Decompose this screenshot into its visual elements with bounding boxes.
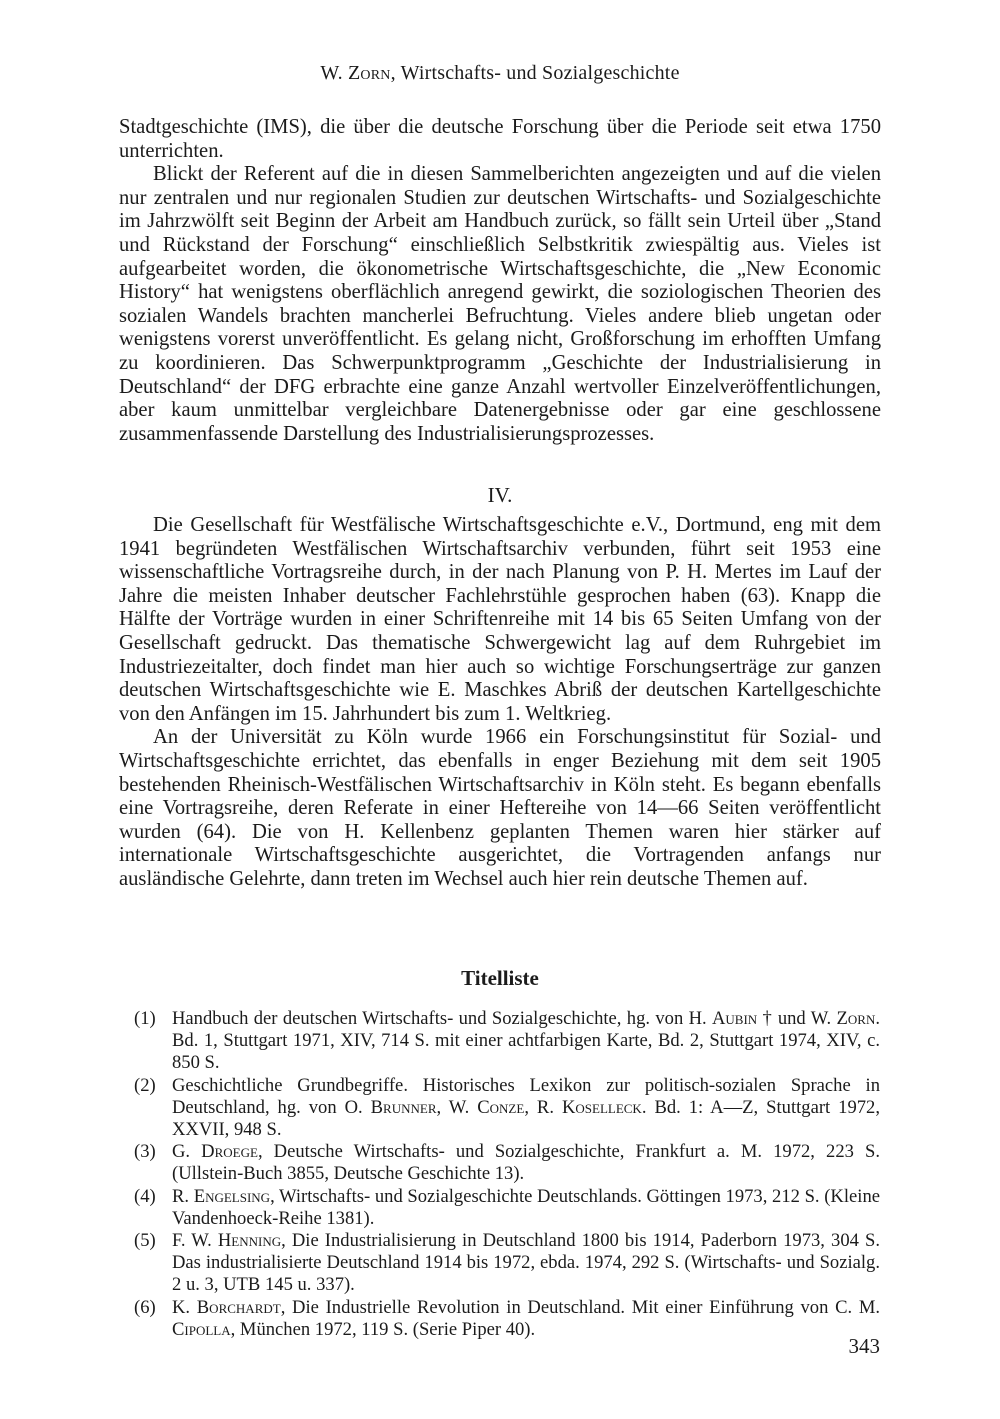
- entry-number: (4): [134, 1185, 156, 1207]
- entry-text: Geschichtliche Grundbegriffe. Historisches Lexikon zur politisch-sozialen Sprache in Deutschland, hg. von O.: [172, 1074, 880, 1118]
- running-head-author: Zorn: [347, 62, 391, 84]
- entry-text: , München 1972, 119 S. (Serie Piper 40).: [230, 1318, 536, 1340]
- entry-name: Borchardt: [196, 1296, 281, 1318]
- entry-name: Koselleck: [561, 1096, 642, 1118]
- entry-name: Cipolla: [172, 1318, 231, 1340]
- page-number: 343: [848, 1334, 880, 1358]
- entry-text: K.: [172, 1296, 197, 1318]
- entry-text: , W.: [436, 1096, 478, 1118]
- entry-name: Zorn: [836, 1008, 876, 1029]
- entry-number: (6): [134, 1296, 156, 1318]
- entry-text: Handbuch der deutschen Wirtschafts- und Sozialgeschichte, hg. von H.: [172, 1008, 712, 1029]
- body-text-block-2: [119, 514, 881, 892]
- entry-text: , Die Industrialisierung in Deutschland 1800 bis 1914, Paderborn 1973, 304 S. Das industrialisierte Deutschland 1914 bis 1972, ebda. 1974, 292 S. (Wirtschafts- und Sozialg. 2 u. 3, UTB 145 u. 337).: [172, 1230, 881, 1296]
- entry-number: (2): [134, 1074, 156, 1096]
- paragraph-continuation: Stadtgeschichte (IMS), die über die deutsche Forschung über die Periode seit etwa 1750 unterrichten.: [119, 116, 881, 162]
- running-head-initial: W.: [320, 62, 348, 84]
- entry-name: Henning: [217, 1230, 282, 1252]
- paragraph: Die Gesellschaft für Westfälische Wirtschaftsgeschichte e.V., Dortmund, eng mit dem 1941 begründeten Westfälischen Wirtschaftsarchiv verbunden, führt seit 1953 eine wissenschaftliche Vortragsreihe durch, in der nach Planung von P. H. Mertes im Lauf der Jahre die meisten Inhaber deutscher Fachlehrstühle gesprochen haben (63). Knapp die Hälfte der Vorträge wurden in einer Schriftenreihe mit 14 bis 65 Seiten Umfang von der Gesellschaft gedruckt. Das thematische Schwergewicht lag auf dem Ruhrgebiet im Industriezeitalter, doch findet man hier auch so wichtige Forschungserträge zur ganzen deutschen Wirtschaftsgeschichte wie E. Maschkes Abriß der deutschen Kartellgeschichte von den Anfängen im 15. Jahrhundert bis zum 1. Weltkrieg.: [119, 514, 881, 725]
- entry-name: Brunner: [370, 1096, 437, 1118]
- running-head: [0, 62, 1000, 85]
- bibliography-entry: [134, 1230, 880, 1297]
- section-heading: IV.: [487, 483, 513, 507]
- entry-text: R.: [172, 1185, 194, 1207]
- entry-text: . Bd. 1: A—Z, Stuttgart 1972, XXVII, 948 S.: [172, 1096, 880, 1141]
- paragraph: Blickt der Referent auf die in diesen Sammelberichten angezeigten und auf die vielen nur zentralen und nur regionalen Studien zur deutschen Wirtschafts- und Sozialgeschichte im Jahrzwölft seit Beginn der Arbeit am Handbuch zurück, so fällt sein Urteil über „Stand und Rückstand der Forschung“ einschließlich Selbstkritik zwiespältig aus. Vieles ist aufgearbeitet worden, die ökonometrische Wirtschaftsgeschichte, die „New Economic History“ hat wenigstens oberflächlich anregend gewirkt, die soziologischen Theorien des sozialen Wandels brachten mancherlei Befruchtung. Vieles andere blieb ungetan oder wenigstens vorerst unveröffentlicht. Es gelang nicht, Großforschung im erhofften Umfang zu koordinieren. Das Schwerpunktprogramm „Geschichte der Industrialisierung in Deutschland“ der DFG erbrachte eine ganze Anzahl wertvoller Einzelveröffentlichungen, aber kaum unmittelbar vergleichbare Datenergebnisse oder gar eine geschlossene zusammenfassende Darstellung des Industrialisierungsprozesses.: [119, 163, 881, 445]
- entry-text: F. W.: [172, 1230, 218, 1252]
- entry-number: (3): [134, 1141, 156, 1163]
- running-head-title: , Wirtschafts- und Sozialgeschichte: [390, 62, 680, 84]
- entry-text: , Die Industrielle Revolution in Deutschland. Mit einer Einführung von C. M.: [280, 1296, 880, 1318]
- bibliography-entry: [134, 1141, 880, 1185]
- entry-name: Aubin: [711, 1008, 758, 1029]
- titlelist: [134, 1008, 880, 1341]
- entry-name: Engelsing: [193, 1185, 271, 1207]
- bibliography-entry: [134, 1186, 880, 1230]
- entry-text: † und W.: [757, 1008, 837, 1029]
- entry-name: Droege: [201, 1141, 258, 1163]
- entry-number: (5): [134, 1230, 156, 1252]
- entry-text: , Deutsche Wirtschafts- und Sozialgeschichte, Frankfurt a. M. 1972, 223 S. (Ullstein-Buch 3855, Deutsche Geschichte 13).: [172, 1141, 880, 1185]
- entry-text: G.: [172, 1141, 202, 1163]
- bibliography-entry: [134, 1075, 880, 1142]
- entry-text: . Bd. 1, Stuttgart 1971, XIV, 714 S. mit einer achtfarbigen Karte, Bd. 2, Stuttgart 1974, XIV, c. 850 S.: [172, 1008, 881, 1074]
- entry-name: Conze: [477, 1096, 525, 1118]
- entry-text: , Wirtschafts- und Sozialgeschichte Deutschlands. Göttingen 1973, 212 S. (Kleine Vandenhoeck-Reihe 1381).: [172, 1185, 880, 1229]
- titlelist-heading: Titelliste: [461, 966, 539, 990]
- paragraph: An der Universität zu Köln wurde 1966 ein Forschungsinstitut für Sozial- und Wirtschaftsgeschichte errichtet, das ebenfalls in enger Beziehung mit dem seit 1905 bestehenden Rheinisch-Westfälischen Wirtschaftsarchiv in Köln steht. Es begann ebenfalls eine Vortragsreihe, deren Referate in einer Heftereihe von 14—66 Seiten veröffentlicht wurden (64). Die von H. Kellenbenz geplanten Themen waren hier stärker auf internationale Wirtschaftsgeschichte ausgerichtet, die Vortragenden anfangs nur ausländische Gelehrte, dann treten im Wechsel auch hier rein deutsche Themen auf.: [119, 726, 881, 890]
- bibliography-entry: [134, 1297, 880, 1341]
- entry-text: , R.: [524, 1096, 562, 1118]
- body-text-block-1: [119, 116, 881, 446]
- entry-number: (1): [134, 1008, 156, 1029]
- bibliography-entry: [134, 1008, 880, 1075]
